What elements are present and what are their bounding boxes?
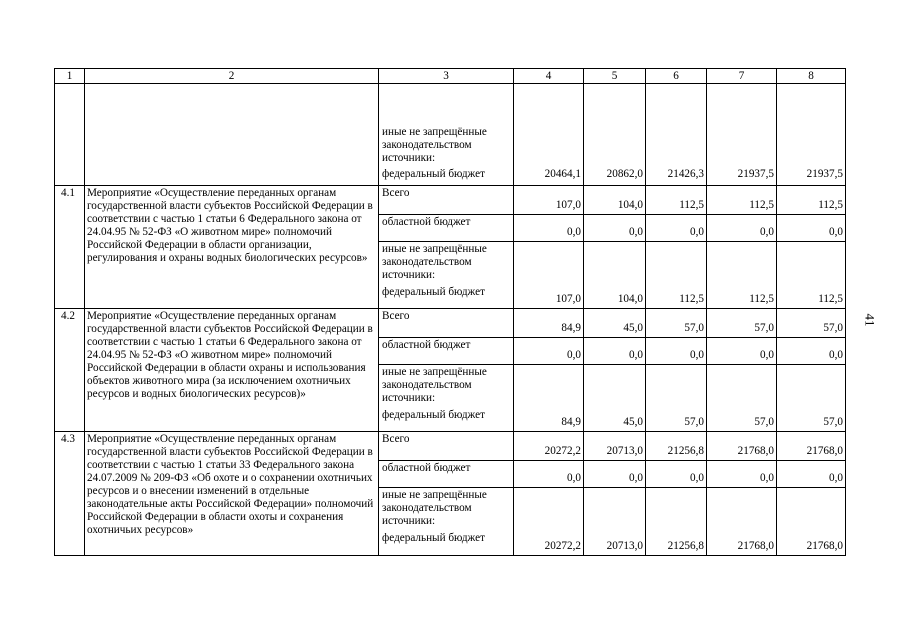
col-header: 1 — [55, 69, 85, 84]
col-header: 3 — [379, 69, 514, 84]
value-cell: 0,0 — [514, 338, 584, 365]
page-number: 41 — [862, 313, 878, 327]
value-cell: 0,0 — [707, 461, 777, 488]
value-cell: 57,0 — [777, 309, 846, 338]
source-total-label: Всего — [379, 309, 514, 338]
value-cell: 104,0 — [584, 186, 646, 215]
value-cell: 0,0 — [777, 215, 846, 242]
source-federal-label: федеральный бюджет — [382, 168, 485, 180]
header-row — [55, 69, 846, 84]
source-federal-label: федеральный бюджет — [382, 286, 485, 298]
table-row — [55, 309, 846, 338]
col-header: 8 — [777, 69, 846, 84]
measure-description: Мероприятие «Осуществление переданных органам государственной власти субъектов Российской Федерации в соответствии с частью 1 статьи 6 Федерального закона от 24.04.95 № 52-ФЗ «О животном мире» полномочий Российской Федерации в области организации, регулирования и охраны водных биологических ресурсов» — [85, 186, 379, 309]
row-index: 4.2 — [55, 309, 85, 432]
value-cell: 21937,5 — [777, 84, 846, 186]
value-cell: 57,0 — [707, 309, 777, 338]
col-header: 5 — [584, 69, 646, 84]
source-other-label: иные не запрещённые законодательством источники: — [382, 366, 487, 404]
value-cell: 0,0 — [777, 338, 846, 365]
table-row — [55, 186, 846, 215]
source-regional-label: областной бюджет — [379, 338, 514, 365]
col-header: 2 — [85, 69, 379, 84]
budget-table — [54, 68, 846, 556]
value-cell: 20464,1 — [514, 84, 584, 186]
value-cell: 112,5 — [777, 242, 846, 309]
value-cell: 107,0 — [514, 186, 584, 215]
value-cell: 112,5 — [707, 242, 777, 309]
measure-description: Мероприятие «Осуществление переданных органам государственной власти субъектов Российской Федерации в соответствии с частью 1 статьи 33 Федерального закона 24.07.2009 № 209-ФЗ «Об охоте и о сохранении охотничьих ресурсов и о внесении изменений в отдельные законодательные акты Российской Федерации» полномочий Российской Федерации в области охоты и сохранения охотничьих ресурсов» — [85, 432, 379, 556]
source-total-label: Всего — [379, 432, 514, 461]
value-cell: 0,0 — [514, 215, 584, 242]
value-cell: 21768,0 — [777, 488, 846, 556]
col-header: 6 — [646, 69, 707, 84]
value-cell: 45,0 — [584, 309, 646, 338]
value-cell: 0,0 — [584, 461, 646, 488]
value-cell: 107,0 — [514, 242, 584, 309]
value-cell: 57,0 — [707, 365, 777, 432]
value-cell: 45,0 — [584, 365, 646, 432]
table-row — [55, 432, 846, 461]
value-cell: 0,0 — [646, 338, 707, 365]
value-cell: 112,5 — [777, 186, 846, 215]
source-federal-label: федеральный бюджет — [382, 409, 485, 421]
value-cell: 20862,0 — [584, 84, 646, 186]
source-federal-label: федеральный бюджет — [382, 532, 485, 544]
col-header: 4 — [514, 69, 584, 84]
value-cell: 0,0 — [646, 461, 707, 488]
value-cell: 20713,0 — [584, 488, 646, 556]
value-cell: 112,5 — [646, 186, 707, 215]
source-regional-label: областной бюджет — [379, 215, 514, 242]
value-cell: 0,0 — [584, 338, 646, 365]
source-total-label: Всего — [379, 186, 514, 215]
value-cell: 57,0 — [646, 309, 707, 338]
value-cell: 57,0 — [646, 365, 707, 432]
value-cell: 84,9 — [514, 309, 584, 338]
value-cell: 0,0 — [584, 215, 646, 242]
table-row-continuation — [55, 84, 846, 186]
value-cell: 84,9 — [514, 365, 584, 432]
source-other-label: иные не запрещённые законодательством источники: — [382, 126, 487, 164]
value-cell: 112,5 — [646, 242, 707, 309]
source-other-label: иные не запрещённые законодательством источники: — [382, 243, 487, 281]
value-cell: 0,0 — [514, 461, 584, 488]
value-cell: 20272,2 — [514, 488, 584, 556]
value-cell: 21768,0 — [707, 432, 777, 461]
value-cell: 21937,5 — [707, 84, 777, 186]
value-cell: 20713,0 — [584, 432, 646, 461]
value-cell: 20272,2 — [514, 432, 584, 461]
col-header: 7 — [707, 69, 777, 84]
row-index: 4.3 — [55, 432, 85, 556]
source-other-label: иные не запрещённые законодательством источники: — [382, 489, 487, 527]
value-cell: 21426,3 — [646, 84, 707, 186]
value-cell: 0,0 — [646, 215, 707, 242]
value-cell: 0,0 — [777, 461, 846, 488]
value-cell: 21768,0 — [707, 488, 777, 556]
value-cell: 104,0 — [584, 242, 646, 309]
source-regional-label: областной бюджет — [379, 461, 514, 488]
value-cell: 112,5 — [707, 186, 777, 215]
value-cell: 57,0 — [777, 365, 846, 432]
value-cell: 21768,0 — [777, 432, 846, 461]
value-cell: 0,0 — [707, 338, 777, 365]
measure-description: Мероприятие «Осуществление переданных органам государственной власти субъектов Российской Федерации в соответствии с частью 1 статьи 6 Федерального закона от 24.04.95 № 52-ФЗ «О животном мире» полномочий Российской Федерации в области охраны и использования объектов животного мира (за исключением охотничьих ресурсов и водных биологических ресурсов)» — [85, 309, 379, 432]
row-index: 4.1 — [55, 186, 85, 309]
value-cell: 0,0 — [707, 215, 777, 242]
value-cell: 21256,8 — [646, 432, 707, 461]
value-cell: 21256,8 — [646, 488, 707, 556]
